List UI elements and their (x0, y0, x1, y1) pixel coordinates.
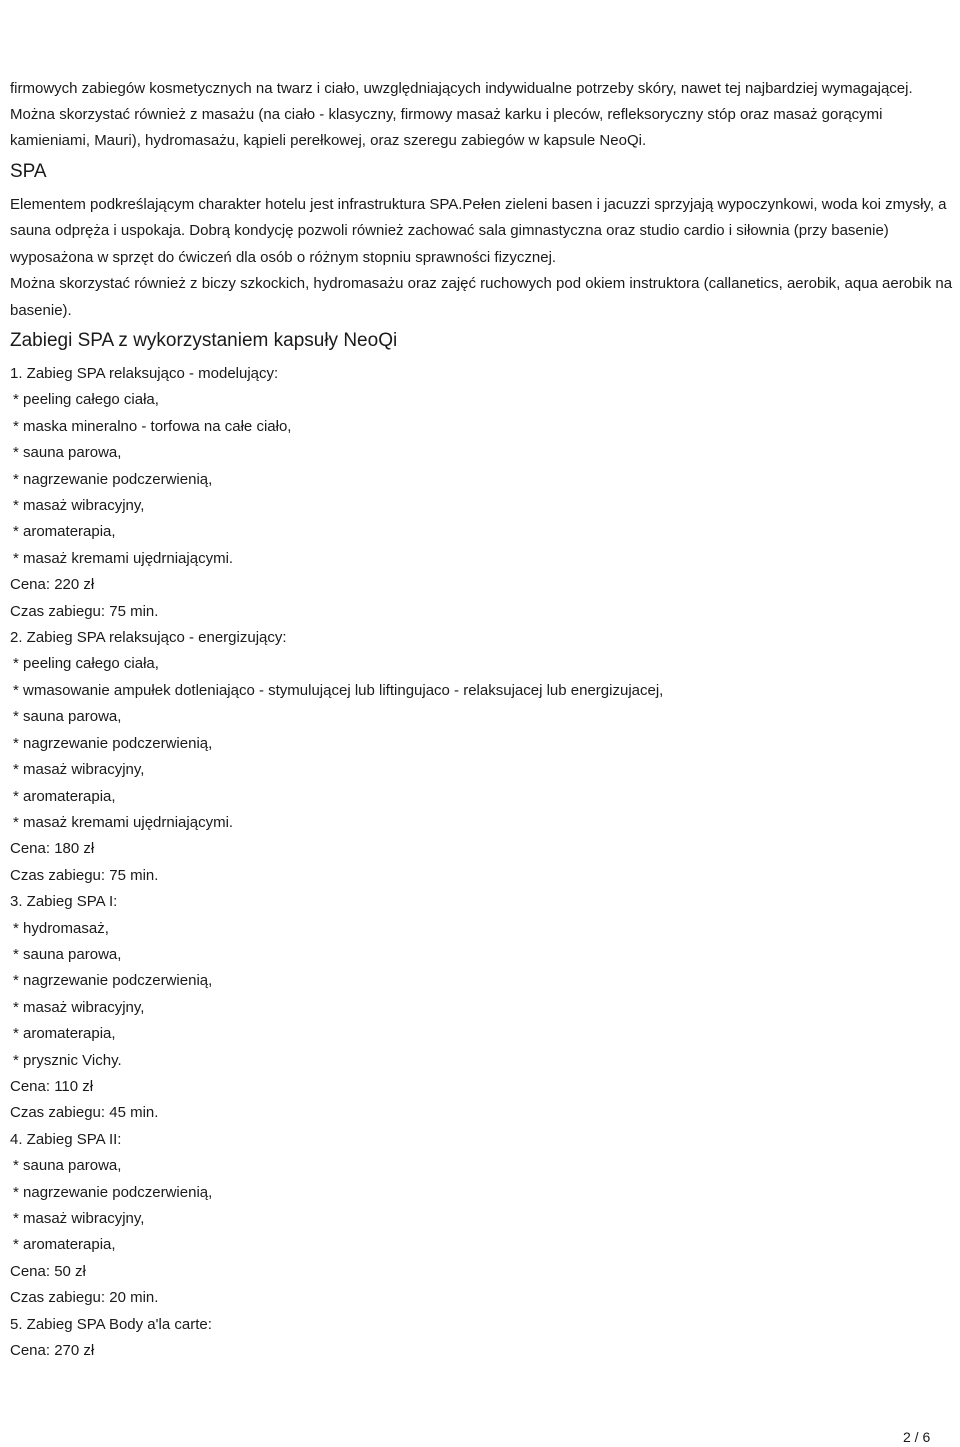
treatment-item: * hydromasaż, (13, 919, 109, 937)
treatment-item: * nagrzewanie podczerwienią, (13, 972, 213, 990)
treatment-title: 2. Zabieg SPA relaksująco - energizujący: (10, 629, 287, 647)
treatment-price: Cena: 270 zł (10, 1342, 95, 1360)
treatment-item: * sauna parowa, (13, 444, 122, 462)
treatment-item: * peeling całego ciała, (13, 391, 159, 409)
treatment-duration: Czas zabiegu: 75 min. (10, 866, 159, 884)
treatment-item: * nagrzewanie podczerwienią, (13, 470, 213, 488)
treatment-price: Cena: 110 zł (10, 1077, 94, 1095)
intro-paragraph: firmowych zabiegów kosmetycznych na twarz i ciało, uwzględniających indywidualne potrzeby skóry, nawet tej najbardziej wymagającej. Można skorzystać również z masażu (na ciało - klasyczny, firmowy masaż karku i pleców, refleksoryczny stóp oraz masaż gorącymi kamieniami, Mauri), hydromasażu, kąpieli perełkowej, oraz szeregu zabiegów w kapsule NeoQi. (10, 80, 913, 149)
treatment-price: Cena: 50 zł (10, 1262, 86, 1280)
treatment-duration: Czas zabiegu: 20 min. (10, 1289, 159, 1307)
treatment-list (10, 361, 663, 1364)
treatment-item: * masaż wibracyjny, (13, 761, 145, 779)
treatment-duration: Czas zabiegu: 45 min. (10, 1104, 159, 1122)
treatment-item: * masaż kremami ujędrniającymi. (13, 813, 234, 831)
treatment-title: 4. Zabieg SPA II: (10, 1130, 122, 1148)
treatment-block (10, 625, 663, 889)
treatment-item: * peeling całego ciała, (13, 655, 159, 673)
treatment-block (10, 361, 663, 625)
treatment-item: * aromaterapia, (13, 1025, 116, 1043)
treatment-item: * aromaterapia, (13, 1236, 116, 1254)
treatment-title: 1. Zabieg SPA relaksująco - modelujący: (10, 365, 279, 382)
treatment-block (10, 1127, 663, 1312)
treatment-block (10, 889, 663, 1127)
treatment-item: * wmasowanie ampułek dotleniająco - stymulującej lub liftingujaco - relaksujacej lub energizujacej, (13, 681, 664, 699)
treatment-item: * masaż wibracyjny, (13, 497, 145, 515)
treatment-title: 5. Zabieg SPA Body a'la carte: (10, 1315, 212, 1333)
treatment-price: Cena: 220 zł (10, 576, 95, 594)
treatment-item: * sauna parowa, (13, 1157, 122, 1175)
spa-paragraph-2: Można skorzystać również z biczy szkockich, hydromasażu oraz zajęć ruchowych pod okiem instruktora (callanetics, aerobik, aqua aerobik na basenie). (10, 275, 953, 319)
treatment-item: * nagrzewanie podczerwienią, (13, 734, 213, 752)
treatment-block (10, 1312, 663, 1365)
spa-description (10, 192, 958, 324)
spa-paragraph-1: Elementem podkreślającym charakter hotelu jest infrastruktura SPA.Pełen zieleni basen i jacuzzi sprzyjają wypoczynkowi, woda koi zmysły, a sauna odpręża i uspokaja. Dobrą kondycję pozwoli również zachować sala gimnastyczna oraz studio cardio i siłownia (przy basenie) wyposażona w sprzęt do ćwiczeń dla osób o różnym stopniu sprawności fizycznej. (10, 196, 947, 266)
treatment-item: * sauna parowa, (13, 945, 122, 963)
treatment-item: * aromaterapia, (13, 787, 116, 805)
neoqi-heading: Zabiegi SPA z wykorzystaniem kapsuły NeoQi (10, 330, 398, 351)
spa-heading: SPA (10, 161, 47, 182)
treatment-item: * nagrzewanie podczerwienią, (13, 1183, 213, 1201)
treatment-price: Cena: 180 zł (10, 840, 95, 858)
treatment-item: * masaż wibracyjny, (13, 1210, 145, 1227)
page-number: 2 / 6 (903, 1429, 931, 1445)
treatment-item: * maska mineralno - torfowa na całe ciało, (13, 417, 292, 435)
treatment-item: * masaż kremami ujędrniającymi. (13, 549, 234, 567)
treatment-item: * sauna parowa, (13, 708, 122, 726)
treatment-item: * aromaterapia, (13, 523, 116, 541)
treatment-title: 3. Zabieg SPA I: (10, 893, 118, 911)
treatment-item: * masaż wibracyjny, (13, 998, 145, 1016)
treatment-item: * prysznic Vichy. (13, 1051, 122, 1069)
treatment-duration: Czas zabiegu: 75 min. (10, 602, 159, 620)
